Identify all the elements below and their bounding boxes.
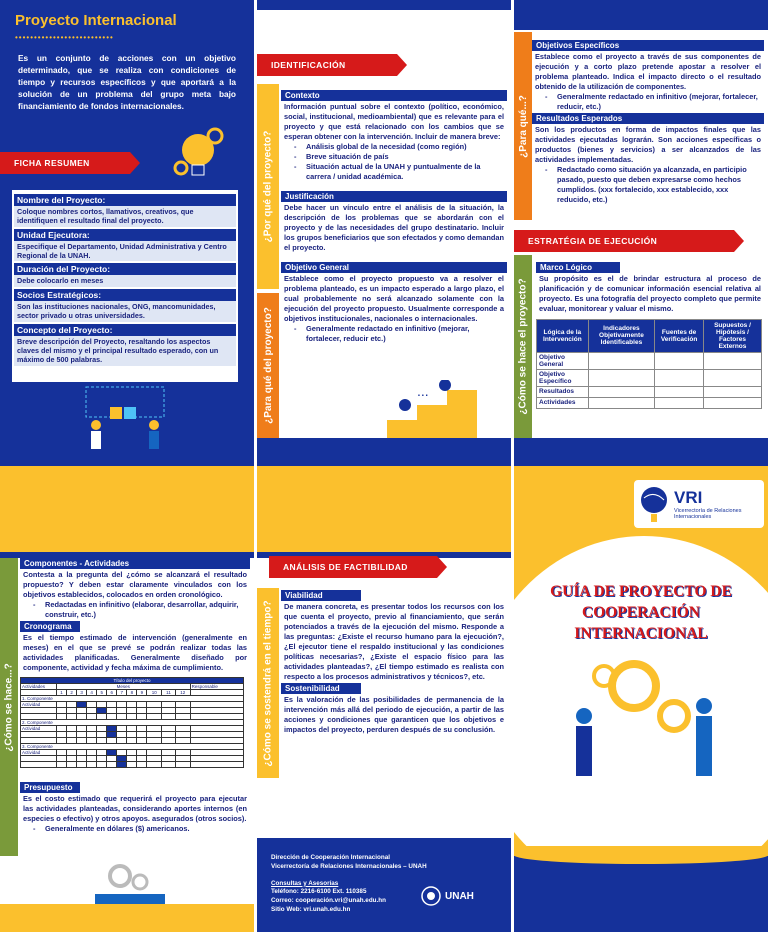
side-como-proyecto: ¿Cómo se hace el proyecto? bbox=[514, 255, 532, 438]
side-para-que: ¿Para qué del proyecto? bbox=[257, 293, 279, 438]
resultados-text: Son los productos en forma de impactos finales que las actividades ejecutadas lograrán. Son acciones específicas o productos (bienes y servicios) a ser alcanzados de las actividades implementadas. bbox=[535, 124, 761, 164]
objetivo-general-text: Establece como el proyecto propuesto va a resolver el problema planteado, es un impacto esperado a largo plazo, el cual probablemente no será alcanzado solamente con la ejecución del proyecto propuesto. Usualmente corresponde a objetivos institucionales, nacionales o internacionales. bbox=[284, 273, 504, 323]
ficha-box bbox=[12, 190, 238, 382]
gantt-month: 9 bbox=[137, 689, 147, 695]
cover-bottom-band bbox=[514, 856, 768, 932]
identificacion-content bbox=[281, 90, 507, 345]
bottom-bar bbox=[257, 438, 511, 466]
ml-cell bbox=[588, 386, 654, 397]
gantt-month: 5 bbox=[97, 689, 107, 695]
title-dots: •••••••••••••••••••••••••• bbox=[15, 33, 114, 42]
ml-col-header: Supuestos / Hipótesis / Factores Externos bbox=[703, 319, 761, 352]
gantt-activity bbox=[21, 761, 57, 767]
contexto-item: - Análisis global de la necesidad (como región) bbox=[306, 142, 504, 152]
gears-people-illustration bbox=[564, 646, 724, 786]
gantt-cell bbox=[137, 761, 147, 767]
ml-row-label: Objetivo General bbox=[537, 352, 589, 369]
ml-cell bbox=[655, 352, 704, 369]
objetivo-general-header: Objetivo General bbox=[281, 262, 507, 273]
side-sostendra: ¿Cómo se sostendrá en el tiempo? bbox=[257, 588, 279, 778]
gantt-cell bbox=[77, 761, 87, 767]
presupuesto-note: - Generalmente en dólares ($) americanos. bbox=[45, 824, 247, 834]
panel-cover bbox=[514, 466, 768, 932]
table-row bbox=[537, 369, 762, 386]
ml-cell bbox=[655, 369, 704, 386]
componentes-content bbox=[20, 558, 250, 835]
marco-logico-text: Su propósito es el de brindar estructura al proceso de planificación y de comunicar información esencial relativa al proyecto. Es una fotografía del proyecto completo que permite evaluar, monitorear y valuar el mismo. bbox=[539, 274, 761, 313]
footer-line-2: Vicerrectoría de Relaciones Internacionales – UNAH bbox=[271, 862, 427, 870]
cronograma-header: Cronograma bbox=[20, 621, 80, 632]
ficha-label: Socios Estratégicos: bbox=[14, 289, 236, 301]
ml-cell bbox=[655, 397, 704, 408]
ribbon-estrategia: ESTRATÉGIA DE EJECUCIÓN bbox=[514, 230, 734, 252]
vri-sub1: Vicerrectoría de Relaciones bbox=[674, 508, 742, 514]
ml-cell bbox=[588, 397, 654, 408]
vri-title: VRI bbox=[674, 488, 703, 507]
ml-row-label: Objetivo Específico bbox=[537, 369, 589, 386]
ficha-list bbox=[14, 194, 236, 366]
ml-col-header: Fuentes de Verificación bbox=[655, 319, 704, 352]
gantt-cell bbox=[87, 761, 97, 767]
top-band bbox=[0, 466, 254, 552]
objetivo-general-note: - Generalmente redactado en infinitivo (mejorar, fortalecer, reducir etc.) bbox=[306, 324, 504, 344]
objetivos-content bbox=[532, 40, 764, 206]
contexto-header: Contexto bbox=[281, 90, 507, 101]
gantt-month: 8 bbox=[127, 689, 137, 695]
presupuesto-text: Es el costo estimado que requerirá el proyecto para ejecutar las actividades planteadas, considerando aportes internos (en especies o efectivo) y otros apoyos. asegurados (otros socios). bbox=[23, 793, 247, 823]
gantt-cell bbox=[147, 761, 162, 767]
table-row bbox=[537, 352, 762, 369]
ficha-value: Coloque nombres cortos, llamativos, creativos, que identifiquen el resultado final del proyecto. bbox=[14, 206, 236, 227]
climbing-people-illustration bbox=[387, 380, 487, 438]
top-bar bbox=[257, 0, 511, 10]
marco-logico-header: Marco Lógico bbox=[536, 262, 620, 273]
top-band bbox=[257, 466, 511, 552]
footer-line-3: Consultas y Asesorías bbox=[271, 879, 339, 887]
gantt-cell bbox=[97, 761, 107, 767]
ml-row-label: Resultados bbox=[537, 386, 589, 397]
ficha-value: Especifique el Departamento, Unidad Administrativa y Centro Regional de la UNAH. bbox=[14, 241, 236, 262]
gantt-month: 2 bbox=[67, 689, 77, 695]
ficha-label: Unidad Ejecutora: bbox=[14, 229, 236, 241]
objetivos-especificos-text: Establece como el proyecto a través de sus componentes de ejecución y a corto plazo pretende apostar a resolver el problema planteado. Indica el impacto directo o el resultado obtenido de la utilización de componentes. bbox=[535, 52, 761, 91]
gantt-act-head: Actividades bbox=[21, 683, 57, 689]
table-row bbox=[537, 397, 762, 408]
svg-text:...: ... bbox=[417, 383, 429, 399]
gantt-month: 3 bbox=[77, 689, 87, 695]
side-para-que: ¿Para qué...? bbox=[514, 32, 532, 220]
ribbon-ficha-resumen: FICHA RESUMEN bbox=[0, 152, 130, 174]
gantt-month: 10 bbox=[147, 689, 162, 695]
resultados-note: - Redactado como situación ya alcanzada, en participio pasado, puesto que deben expresarse como hechos cumplidos. (xxx fortalecido, xxx establecido, xxx reducido, etc.) bbox=[557, 165, 761, 205]
justificacion-text: Debe hacer un vínculo entre el análisis de la situación, la descripción de los problemas que se abordarán con el proyecto y de las necesidades del grupo destinatario. Incluir los grupos beneficiarios que son efectados y como demandan el proyecto. bbox=[284, 202, 504, 252]
gantt-month: 6 bbox=[107, 689, 117, 695]
componentes-header: Componentes - Actividades bbox=[20, 558, 250, 569]
vri-logo bbox=[634, 480, 764, 528]
gantt-component: 3. Componente bbox=[21, 743, 244, 749]
ficha-value: Son las instituciones nacionales, ONG, mancomunidades, sector privado u otras universidades. bbox=[14, 301, 236, 322]
panel-identificacion bbox=[257, 0, 511, 466]
sostenibilidad-text: Es la valoración de las posibilidades de permanencia de la intervención más allá del periodo de ejecución, a partir de las acciones y condiciones que garanticen que los objetivos e impactos del proyecto, perduren después de su conclusión. bbox=[284, 694, 504, 734]
gantt-month: 7 bbox=[117, 689, 127, 695]
gantt-month: 1 bbox=[57, 689, 67, 695]
marco-logico-content bbox=[536, 262, 764, 409]
panel-title: Proyecto Internacional bbox=[15, 12, 177, 29]
justificacion-header: Justificación bbox=[281, 191, 507, 202]
componentes-text: Contesta a la pregunta del ¿cómo se alcanzará el resultado propuesto? Y deben estar claramente vinculados con los objetivos establecidos, colocados en orden cronológico. bbox=[23, 570, 247, 599]
cronograma-text: Es el tiempo estimado de intervención (generalmente en meses) en el que se prevé se podrán realizar todas las actividades planificadas. Generalmente diseñado por componente, actividad y fecha máxima de cumplimiento. bbox=[23, 632, 247, 672]
gantt-activity: Actividad bbox=[21, 749, 57, 755]
gantt-cell bbox=[127, 761, 137, 767]
objetivos-especificos-header: Objetivos Específicos bbox=[532, 40, 764, 51]
viabilidad-header: Viabilidad bbox=[281, 590, 361, 601]
gears-handshake-illustration bbox=[85, 856, 175, 904]
globe-icon bbox=[638, 484, 670, 524]
top-bar bbox=[514, 0, 768, 30]
presupuesto-header: Presupuesto bbox=[20, 782, 80, 793]
componentes-note: - Redactadas en infinitivo (elaborar, desarrollar, adquirir, construir, etc.) bbox=[45, 600, 247, 620]
puzzle-people-illustration bbox=[80, 385, 170, 455]
bottom-band bbox=[0, 904, 254, 932]
ficha-label: Nombre del Proyecto: bbox=[14, 194, 236, 206]
contexto-item: - Breve situación de país bbox=[306, 152, 504, 162]
cover-yellow-wave bbox=[514, 846, 768, 864]
gantt-cell bbox=[162, 761, 176, 767]
gantt-activity: Actividad bbox=[21, 701, 57, 707]
unah-logo bbox=[421, 886, 474, 906]
gantt-chart bbox=[20, 677, 244, 768]
ml-cell bbox=[703, 369, 761, 386]
gantt-component: 2. Componente bbox=[21, 719, 244, 725]
marco-logico-table bbox=[536, 319, 762, 409]
resultados-header: Resultados Esperados bbox=[532, 113, 764, 124]
sostenibilidad-header: Sostenibilidad bbox=[281, 683, 361, 694]
contexto-item: - Situación actual de la UNAH y puntualmente de la carrera / unidad académica. bbox=[306, 162, 504, 182]
ml-cell bbox=[588, 369, 654, 386]
gantt-cell bbox=[57, 761, 67, 767]
gantt-cell bbox=[107, 761, 117, 767]
ribbon-factibilidad: ANÁLISIS DE FACTIBILIDAD bbox=[269, 556, 437, 578]
cover-title: GUÍA DE PROYECTO DE COOPERACIÓN INTERNACIONAL bbox=[550, 583, 732, 642]
ml-cell bbox=[588, 352, 654, 369]
gantt-months-head: Meses bbox=[57, 683, 191, 689]
footer-web: Sitio Web: vri.unah.edu.hn bbox=[271, 906, 351, 914]
gantt-cell bbox=[117, 761, 127, 767]
unah-seal-icon bbox=[421, 886, 441, 906]
side-por-que: ¿Por qué del proyecto? bbox=[257, 84, 279, 289]
gantt-activity: Actividad bbox=[21, 725, 57, 731]
gantt-component: 1. Componente bbox=[21, 695, 244, 701]
factibilidad-content bbox=[281, 590, 507, 736]
gantt-month: 11 bbox=[162, 689, 176, 695]
ml-row-label: Actividades bbox=[537, 397, 589, 408]
ml-cell bbox=[655, 386, 704, 397]
gantt-activity-row bbox=[21, 761, 244, 767]
lightbulb-gears-icon bbox=[163, 118, 233, 188]
gantt-cell bbox=[190, 761, 243, 767]
footer-line-1: Dirección de Cooperación Internacional bbox=[271, 854, 390, 861]
panel-intro bbox=[0, 0, 254, 466]
ml-col-header: Lógica de la Intervención bbox=[537, 319, 589, 352]
gantt-title: Título del proyecto bbox=[21, 677, 244, 683]
panel-factibilidad bbox=[257, 466, 511, 932]
unah-logo-text: UNAH bbox=[445, 890, 474, 902]
ml-cell bbox=[703, 397, 761, 408]
gantt-cell bbox=[67, 761, 77, 767]
ml-cell bbox=[703, 386, 761, 397]
ficha-label: Concepto del Proyecto: bbox=[14, 324, 236, 336]
gantt-month: 12 bbox=[175, 689, 190, 695]
objetivos-especificos-note: - Generalmente redactado en infinitivo (mejorar, fortalecer, reducir, etc.) bbox=[557, 92, 761, 112]
ficha-value: Breve descripción del Proyecto, resaltando los aspectos claves del mismo y el principal resultado esperado, con un máximo de 500 palabras. bbox=[14, 336, 236, 366]
vri-sub2: Internacionales bbox=[674, 514, 712, 520]
table-row bbox=[537, 386, 762, 397]
ml-col-header: Indicadores Objetivamente Identificables bbox=[588, 319, 654, 352]
ficha-value: Debe colocarlo en meses bbox=[14, 275, 236, 286]
ribbon-identificacion: IDENTIFICACIÓN bbox=[257, 54, 397, 76]
contexto-list bbox=[284, 142, 504, 182]
footer-contact bbox=[271, 854, 427, 915]
intro-text: Es un conjunto de acciones con un objetivo determinado, que se realiza con condiciones de tiempo y recursos específicos y que aportará a la solución de un problema del grupo meta bajo financiamiento de fondos internacionales. bbox=[18, 53, 236, 112]
bottom-bar bbox=[514, 438, 768, 466]
footer-phone: Teléfono: 2216-6100 Ext. 110385 bbox=[271, 888, 367, 896]
side-como-hace: ¿Cómo se hace...? bbox=[0, 558, 18, 856]
gantt-resp-head: Responsable bbox=[190, 683, 243, 689]
panel-componentes bbox=[0, 466, 254, 932]
footer-email: Correo: cooperación.vri@unah.edu.hn bbox=[271, 897, 386, 905]
gantt-month: 4 bbox=[87, 689, 97, 695]
ficha-label: Duración del Proyecto: bbox=[14, 263, 236, 275]
ml-cell bbox=[703, 352, 761, 369]
panel-objetivos bbox=[514, 0, 768, 466]
contexto-text: Información puntual sobre el contexto (político, económico, social, institucional, medioambiental) que es relevante para el proyecto y que está relacionado con los cambios que se esperan obtener con la intervención. Incluir de manera breve: bbox=[284, 102, 504, 141]
gantt-cell bbox=[175, 761, 190, 767]
viabilidad-text: De manera concreta, es presentar todos los recursos con los que cuenta el proyecto, previo al financiamiento, que serán potenciados a través de la ejecución del mismo. Responde a las preguntas: ¿Existe el recurso humano para la ejecución?, ¿El ejecutor tiene el respaldo institucional y las condiciones políticas necesarias?, ¿Existe el espacio físico para las actividades planteadas?, ¿El tiempo estimado es realista con respecto a los procesos administrativos y técnicos?, etc. bbox=[284, 602, 504, 681]
